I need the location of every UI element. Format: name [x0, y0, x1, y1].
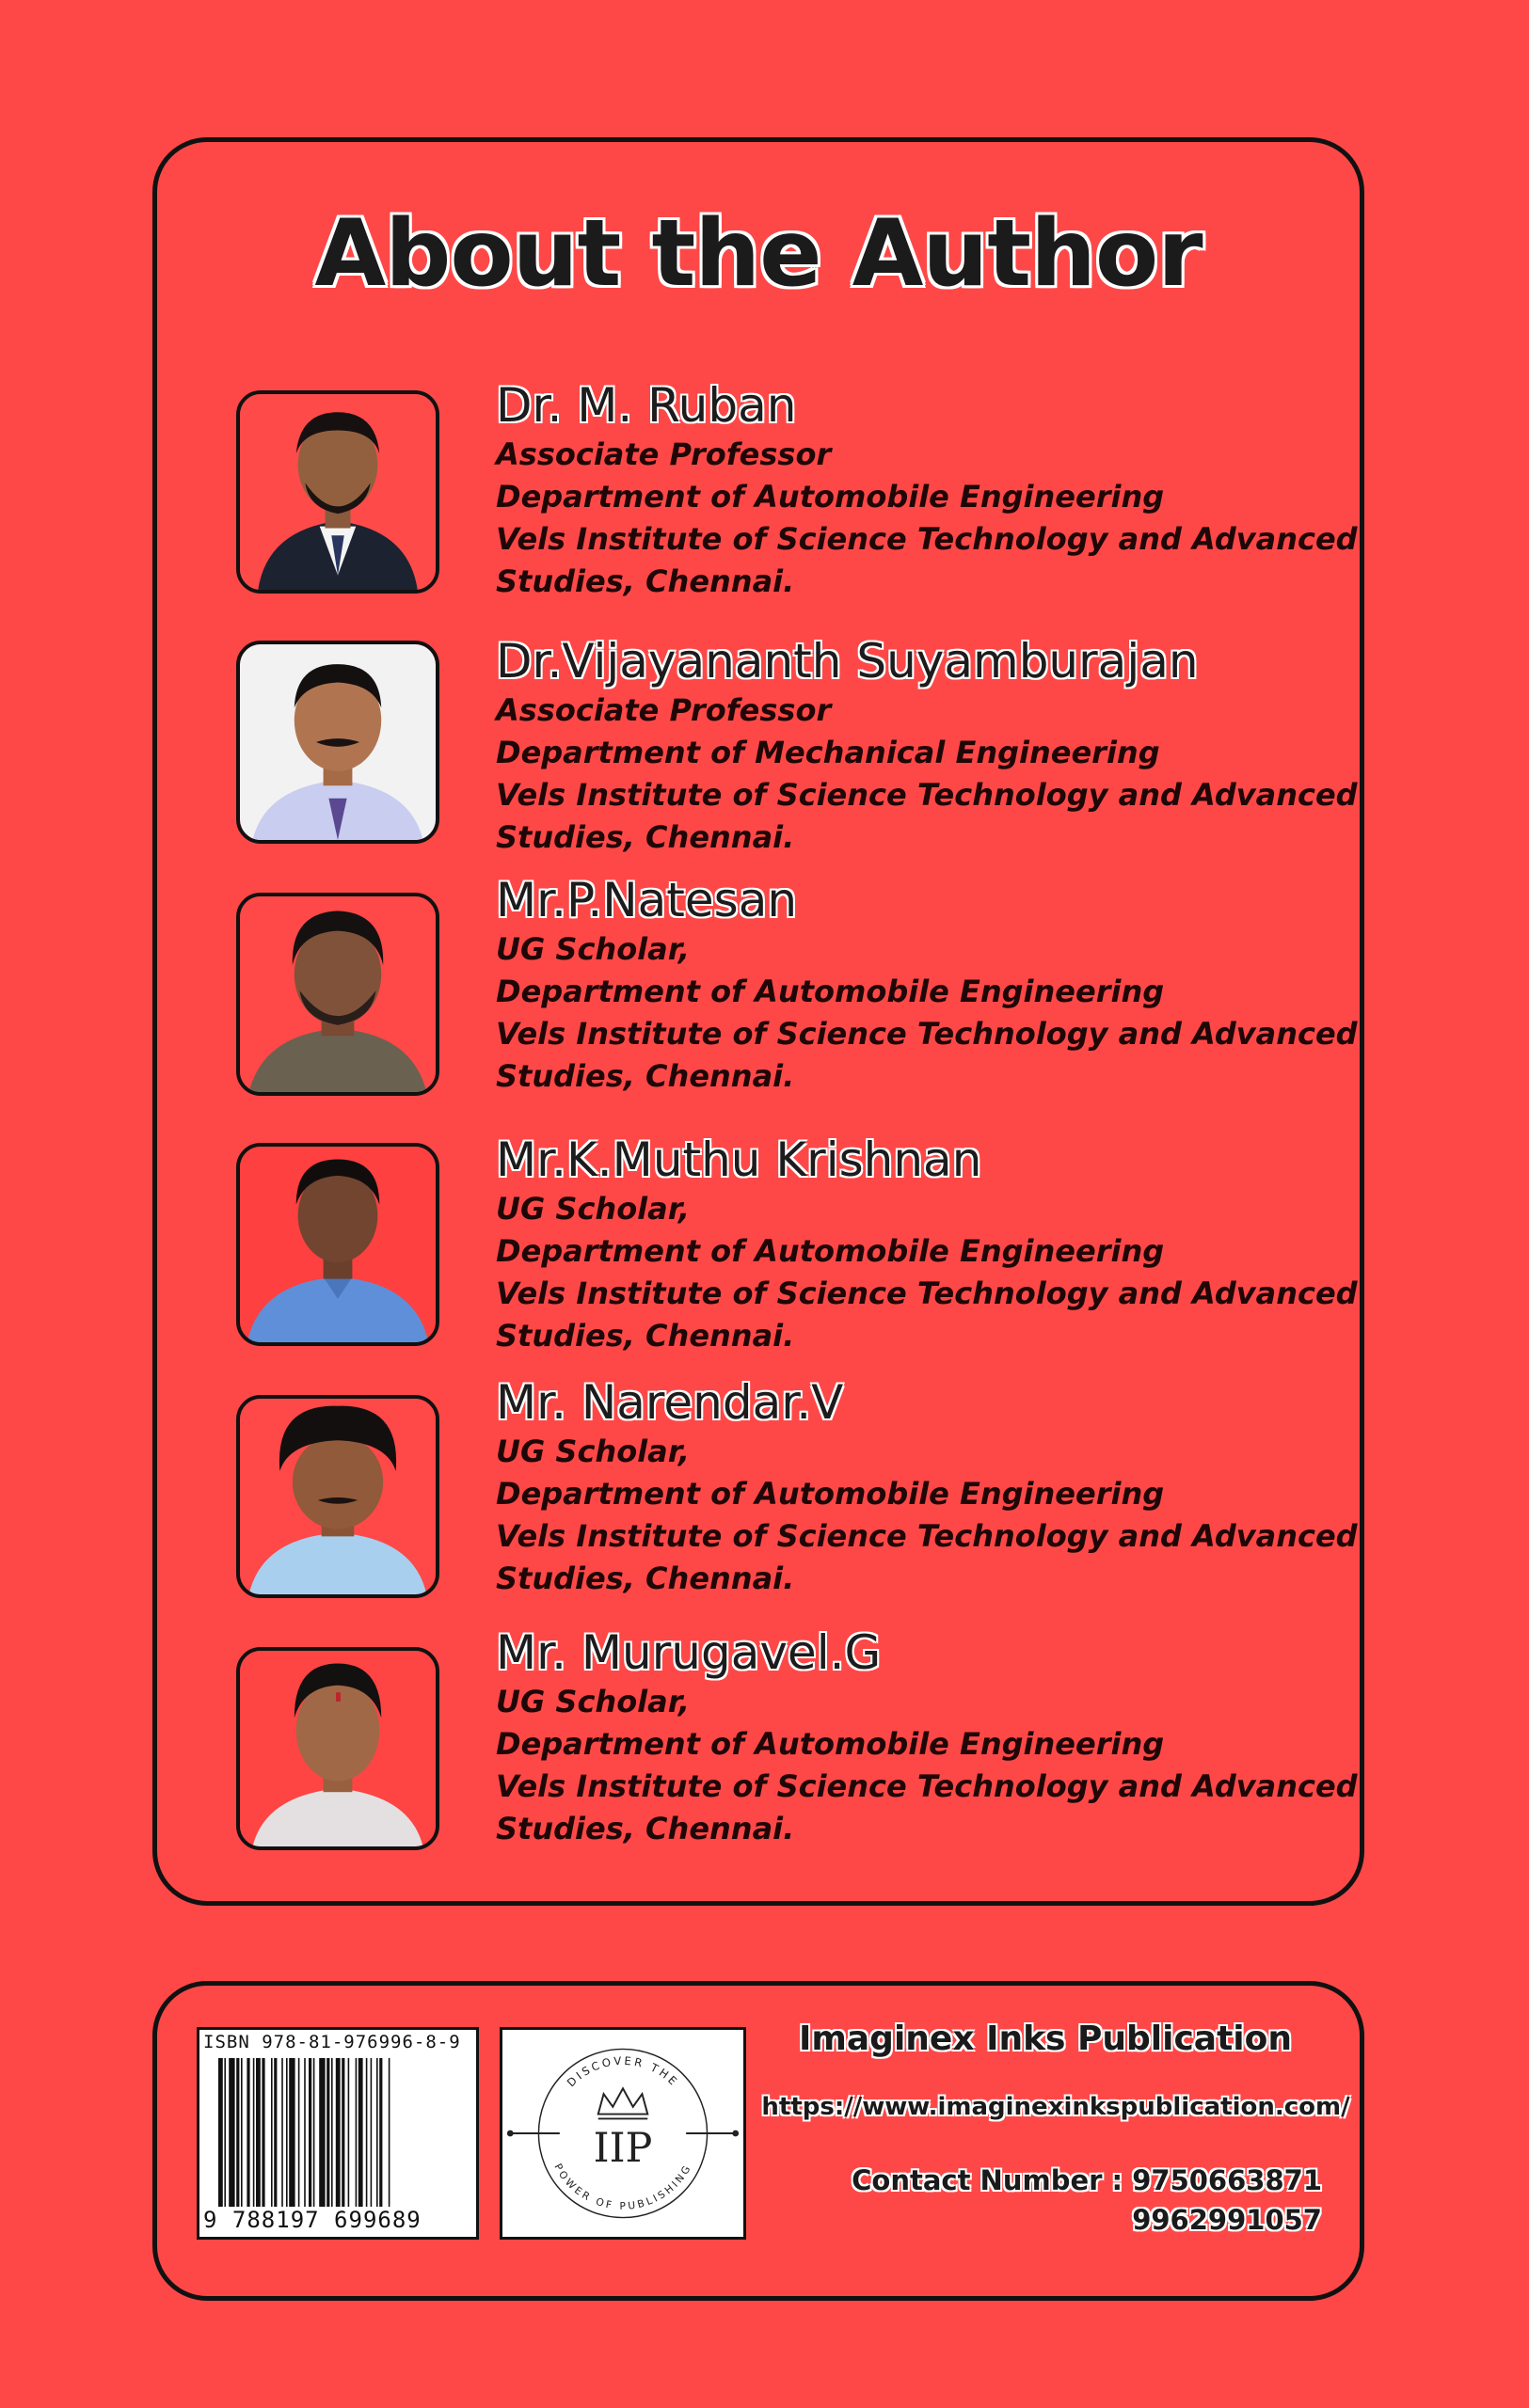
- logo-arc-bottom: POWER OF PUBLISHING: [551, 2161, 694, 2212]
- publisher-footer: [152, 1981, 1364, 2301]
- logo-arc-top: DISCOVER THE: [564, 2053, 682, 2090]
- isbn-number: ISBN 978-81-976996-8-9: [203, 2032, 461, 2052]
- crown-icon: [598, 2088, 648, 2114]
- author-name: Mr. Narendar.V: [496, 1375, 844, 1430]
- author-location: Studies, Chennai.: [496, 1560, 795, 1596]
- author-institution: Vels Institute of Science Technology and Advanced: [496, 1016, 1358, 1052]
- author-photo: [236, 1395, 439, 1598]
- author-info: [496, 633, 1358, 859]
- author-department: Department of Automobile Engineering: [496, 1726, 1165, 1762]
- isbn-barcode: [197, 2027, 479, 2240]
- authors-panel: [152, 137, 1364, 1906]
- author-designation: Associate Professor: [496, 436, 832, 472]
- publisher-name: Imaginex Inks Publication: [798, 2020, 1293, 2058]
- author-photo: [236, 641, 439, 844]
- author-location: Studies, Chennai.: [496, 1318, 795, 1354]
- author-department: Department of Mechanical Engineering: [496, 735, 1160, 770]
- author-institution: Vels Institute of Science Technology and Advanced: [496, 521, 1358, 557]
- author-info: [496, 1132, 1358, 1357]
- author-department: Department of Automobile Engineering: [496, 974, 1165, 1009]
- author-name: Dr.Vijayananth Suyamburajan: [496, 634, 1199, 689]
- author-designation: UG Scholar,: [496, 1434, 690, 1469]
- contact-number: Contact Number : 9750663871: [852, 2164, 1322, 2196]
- author-location: Studies, Chennai.: [496, 563, 795, 599]
- author-designation: UG Scholar,: [496, 1191, 690, 1227]
- author-location: Studies, Chennai.: [496, 1811, 795, 1846]
- author-institution: Vels Institute of Science Technology and Advanced: [496, 1275, 1358, 1311]
- author-photo: [236, 390, 439, 594]
- logo-monogram: IIP: [593, 2125, 653, 2173]
- author-name: Mr.K.Muthu Krishnan: [496, 1133, 982, 1187]
- page-title: About the Author: [314, 200, 1202, 308]
- author-designation: Associate Professor: [496, 692, 832, 728]
- author-location: Studies, Chennai.: [496, 1058, 795, 1094]
- publisher-website[interactable]: https://www.imaginexinkspublication.com/: [761, 2093, 1350, 2121]
- author-location: Studies, Chennai.: [496, 819, 795, 855]
- author-name: Mr. Murugavel.G: [496, 1625, 882, 1680]
- publisher-logo: [500, 2027, 746, 2240]
- author-info: [496, 377, 1358, 603]
- barcode-digits: 9 788197 699689: [203, 2207, 422, 2233]
- author-name: Dr. M. Ruban: [496, 378, 797, 433]
- author-photo: [236, 1143, 439, 1346]
- author-institution: Vels Institute of Science Technology and Advanced: [496, 1518, 1358, 1554]
- contact-number-secondary: 9962991057: [1132, 2204, 1322, 2236]
- author-institution: Vels Institute of Science Technology and Advanced: [496, 1768, 1358, 1804]
- author-department: Department of Automobile Engineering: [496, 479, 1165, 515]
- author-info: [496, 872, 1358, 1098]
- author-info: [496, 1624, 1358, 1850]
- author-designation: UG Scholar,: [496, 931, 690, 967]
- author-name: Mr.P.Natesan: [496, 873, 798, 927]
- author-department: Department of Automobile Engineering: [496, 1233, 1165, 1269]
- barcode-bars: [218, 2058, 465, 2207]
- author-designation: UG Scholar,: [496, 1684, 690, 1719]
- author-photo: [236, 893, 439, 1096]
- author-institution: Vels Institute of Science Technology and Advanced: [496, 777, 1358, 813]
- author-department: Department of Automobile Engineering: [496, 1476, 1165, 1512]
- author-info: [496, 1374, 1358, 1600]
- author-photo: [236, 1647, 439, 1850]
